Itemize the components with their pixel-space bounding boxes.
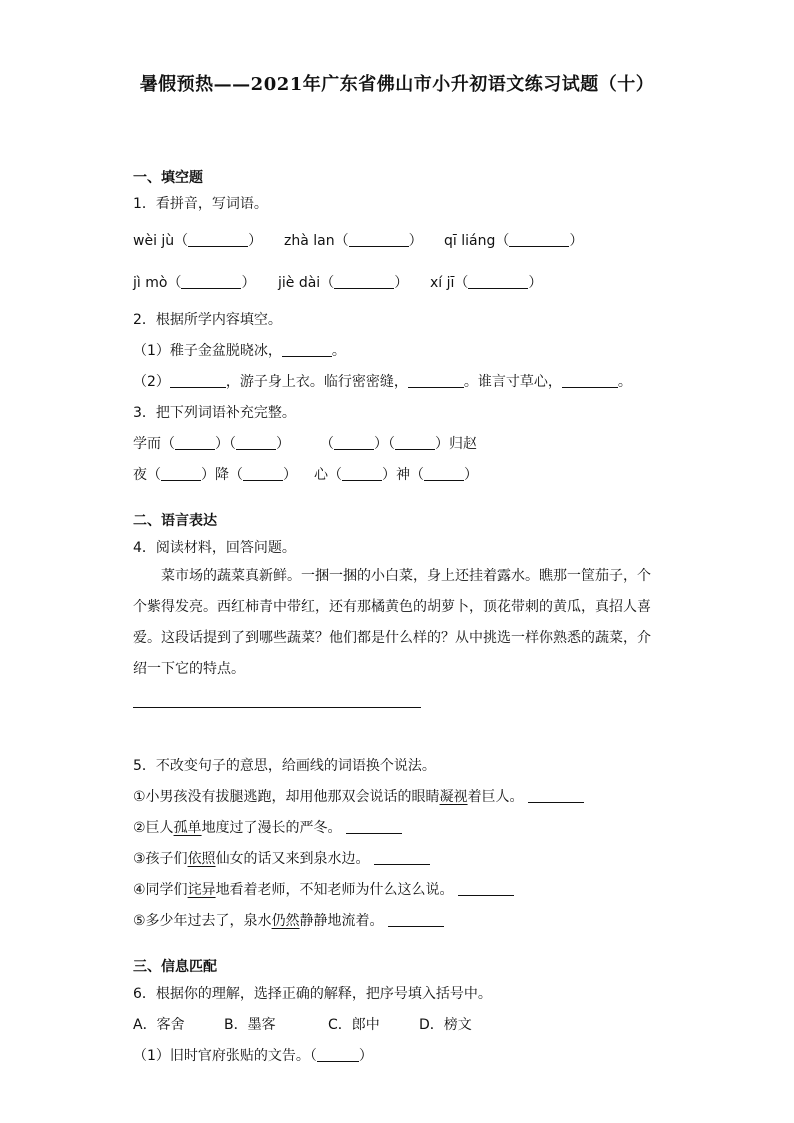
sentence-text: ③孩子们 <box>133 851 188 867</box>
sentence-text: ②巨人 <box>133 820 174 836</box>
answer-blank[interactable] <box>408 373 464 388</box>
idiom-2: （ ）（ ）归赵 <box>320 436 477 452</box>
answer-blank[interactable] <box>562 373 618 388</box>
answer-blank[interactable] <box>170 373 226 388</box>
underlined-word: 凝视 <box>439 789 468 805</box>
idiom-4: 心（ ）神（ ） <box>314 467 478 483</box>
answer-blank[interactable] <box>236 435 276 450</box>
sub-question-text: （1）旧时官府张贴的文告。（ <box>133 1048 317 1064</box>
sentence-1 <box>133 786 584 806</box>
option-c: C．郎中 <box>328 1017 380 1033</box>
sentence-2 <box>133 817 402 837</box>
question-2-stem: 2．根据所学内容填空。 <box>133 312 282 328</box>
pinyin-text: jiè dài <box>278 275 321 291</box>
poem-text: （2） <box>133 374 170 390</box>
sentence-text: 着巨人。 <box>467 789 524 805</box>
pinyin-item-6: xí jī（ ） <box>430 275 543 291</box>
pinyin-item-1: wèi jù（ ） <box>133 233 263 249</box>
answer-blank[interactable] <box>188 232 248 247</box>
underlined-word: 仍然 <box>271 913 300 929</box>
idiom-text: 降 <box>215 467 229 483</box>
pinyin-text: zhà lan <box>284 233 335 249</box>
pinyin-item-4: jì mò（ ） <box>133 275 256 291</box>
answer-blank[interactable] <box>509 232 569 247</box>
section-heading-info-matching: 三、信息匹配 <box>133 959 217 975</box>
answer-blank[interactable] <box>458 881 514 896</box>
idiom-1: 学而（ ）（ ） <box>133 436 290 452</box>
question-3-stem: 3．把下列词语补充完整。 <box>133 405 296 421</box>
answer-blank[interactable] <box>161 466 201 481</box>
pinyin-text: xí jī <box>430 275 455 291</box>
poem-text: 。谁言寸草心， <box>463 374 562 390</box>
sentence-text: 地看着老师，不知老师为什么这么说。 <box>215 882 454 898</box>
answer-blank[interactable] <box>374 850 430 865</box>
sentence-text: 静静地流着。 <box>299 913 384 929</box>
answer-blank[interactable] <box>395 435 435 450</box>
answer-blank[interactable] <box>342 466 382 481</box>
sentence-5 <box>133 910 444 930</box>
pinyin-item-3: qī liáng（ ） <box>444 233 584 249</box>
answer-blank[interactable] <box>181 274 241 289</box>
question-2-line-1 <box>133 340 346 360</box>
poem-text: 。 <box>331 343 346 359</box>
sentence-text: 地度过了漫长的严冬。 <box>201 820 342 836</box>
answer-blank[interactable] <box>334 274 394 289</box>
option-a: A．客舍 <box>133 1017 185 1033</box>
answer-blank[interactable] <box>349 232 409 247</box>
sentence-3 <box>133 848 430 868</box>
answer-line[interactable] <box>133 706 421 708</box>
pinyin-text: jì mò <box>133 275 168 291</box>
poem-text: 。 <box>617 374 632 390</box>
option-b: B．墨客 <box>224 1017 276 1033</box>
answer-blank[interactable] <box>468 274 528 289</box>
sentence-4 <box>133 879 514 899</box>
underlined-word: 孤单 <box>173 820 202 836</box>
underlined-word: 诧异 <box>187 882 216 898</box>
idiom-text: 神 <box>396 467 410 483</box>
idiom-text: 心 <box>314 467 328 483</box>
answer-blank[interactable] <box>528 788 584 803</box>
pinyin-item-5: jiè dài（ ） <box>278 275 409 291</box>
section-heading-fill-blank: 一、填空题 <box>133 170 203 186</box>
answer-blank[interactable] <box>282 342 332 357</box>
idiom-text: 归赵 <box>449 436 477 452</box>
question-1-stem: 1．看拼音，写词语。 <box>133 196 268 212</box>
pinyin-item-2: zhà lan（ ） <box>284 233 423 249</box>
page-title: 暑假预热——2021年广东省佛山市小升初语文练习试题（十） <box>139 74 655 95</box>
idiom-text: 学而 <box>133 436 161 452</box>
sentence-text: 仙女的话又来到泉水边。 <box>215 851 370 867</box>
option-d: D．榜文 <box>419 1017 472 1033</box>
section-heading-language-expression: 二、语言表达 <box>133 513 217 529</box>
answer-blank[interactable] <box>388 912 444 927</box>
answer-blank[interactable] <box>334 435 374 450</box>
question-6-sub-1: （1）旧时官府张贴的文告。（ ） <box>133 1048 373 1064</box>
pinyin-text: wèi jù <box>133 233 175 249</box>
answer-blank[interactable] <box>175 435 215 450</box>
poem-text: （1）稚子金盆脱晓冰， <box>133 343 282 359</box>
answer-blank[interactable] <box>243 466 283 481</box>
poem-text: ，游子身上衣。临行密密缝， <box>225 374 408 390</box>
answer-blank[interactable] <box>346 819 402 834</box>
sentence-text: ⑤多少年过去了，泉水 <box>133 913 272 929</box>
question-4-prompt: 这段话提到了到哪些蔬菜？他们都是什么样的？从中挑选一样你熟悉的蔬菜，介绍一下它的特点。 <box>133 630 651 677</box>
idiom-3: 夜（ ）降（ ） <box>133 467 297 483</box>
question-5-stem: 5．不改变句子的意思，给画线的词语换个说法。 <box>133 758 436 774</box>
question-6-stem: 6．根据你的理解，选择正确的解释，把序号填入括号中。 <box>133 986 492 1002</box>
reading-passage: 菜市场的蔬菜真新鲜。一捆一捆的小白菜，身上还挂着露水。瞧那一筐茄子，个个紫得发亮。西红柿青中带红，还有那橘黄色的胡萝卜，顶花带刺的黄瓜，真招人喜爱。 <box>133 568 651 646</box>
question-4-stem: 4．阅读材料，回答问题。 <box>133 540 296 556</box>
pinyin-text: qī liáng <box>444 233 496 249</box>
sentence-text: ④同学们 <box>133 882 188 898</box>
underlined-word: 依照 <box>187 851 216 867</box>
question-2-line-2 <box>133 371 632 391</box>
idiom-text: 夜 <box>133 467 147 483</box>
sentence-text: ①小男孩没有拔腿逃跑，却用他那双会说话的眼睛 <box>133 789 440 805</box>
answer-blank[interactable] <box>317 1047 359 1062</box>
answer-blank[interactable] <box>424 466 464 481</box>
